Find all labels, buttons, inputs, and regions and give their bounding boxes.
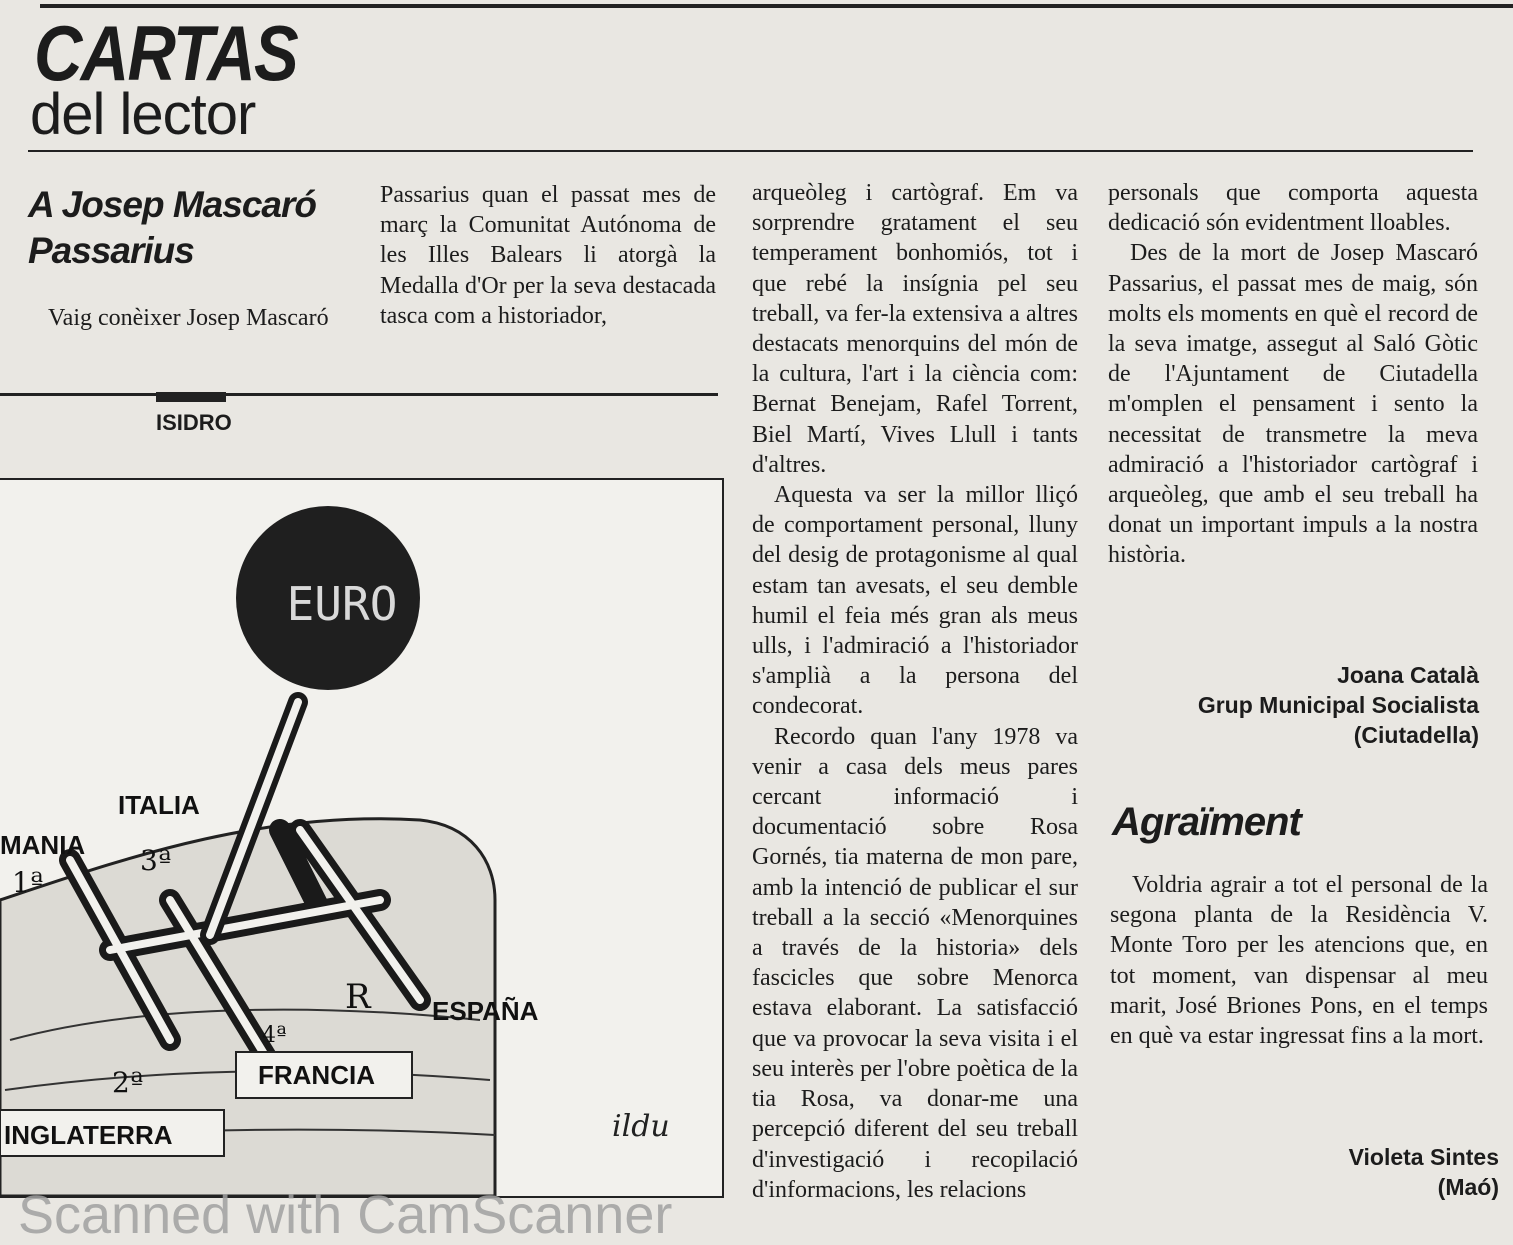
paragraph: Aquesta va ser la millor lliçó de comportament personal, lluny del desig de protagonisme al qual estam tan avesats, el seu demble humil el feia més gran als meus ulls, i l'admiració a l'historiador s'amplià a la persona del condecorat. (752, 482, 1078, 720)
cartoon-credit-tab (156, 392, 226, 402)
paragraph: Vaig conèixer Josep Mascaró (48, 305, 329, 331)
paragraph: arqueòleg i cartògraf. Em va sorprendre gratament el seu temperament bonhomiós, tot i que rebé la insígnia pel seu treball, va fer-la extensiva a altres destacats menorquins del món de la cultura, l'art i la ciència com: Bernat Benejam, Rafel Torrent, Biel Martí, Vives Llull i tants d'altres. (752, 180, 1078, 478)
letter-body (1110, 870, 1488, 1051)
letter-title: A Josep Mascaró Passarius (28, 184, 316, 271)
letter-title: Agraïment (1112, 800, 1301, 844)
scanner-watermark: Scanned with CamScanner (18, 1185, 673, 1245)
paragraph: Des de la mort de Josep Mascaró Passarius, el passat mes de maig, són molts els moments en què el record de la seva imatge, assegut al Saló Gòtic de l'Ajuntament de Ciutadella m'omplen el pensament i sento la necessitat de transmetre la meva admiració a l'historiador cartògraf i arqueòleg, que amb el seu treball ha donat un important impuls a la nostra història. (1108, 240, 1478, 569)
gear-shift-illustration (0, 480, 722, 1196)
letter-column-1 (48, 303, 353, 333)
country-label: INGLATERRA (4, 1120, 173, 1150)
signature-location: (Maó) (1437, 1174, 1499, 1200)
letter-column-2 (380, 180, 716, 331)
cartoon-rule (0, 393, 718, 396)
country-label: ITALIA (118, 790, 200, 820)
signature-location: (Ciutadella) (1353, 722, 1479, 748)
gear-number: R (345, 977, 371, 1017)
section-title: CARTAS (34, 9, 297, 97)
gear-number: 1ª (12, 866, 44, 899)
knob-label: EURO (286, 577, 398, 631)
paragraph: Passarius quan el passat mes de març la Comunitat Autónoma de les Illes Balears li atorgà la Medalla d'Or per la seva destacada tasca com a historiador, (380, 182, 716, 329)
letter-column-4 (1108, 178, 1478, 571)
letter-signature (1059, 660, 1479, 750)
header-rule (28, 150, 1473, 152)
gear-number: 4ª (262, 1023, 287, 1048)
top-rule (40, 4, 1513, 8)
signature-affiliation: Grup Municipal Socialista (1197, 692, 1479, 718)
paragraph: Recordo quan l'any 1978 va venir a casa dels meus pares cercant informació i documentació sobre Rosa Gornés, tia materna de mon pare, amb la intenció de publicar el sur treball a la secció «Menorquines a través de la historia» dels fascicles que sobre Menorca estava elaborant. La satisfacció que va provocar la seva visita i el seu interès per l'obre poètica de la tia Rosa, va donar-me una percepció diferent del seu treball d'investigació i recopilació d'informacions, les relacions (752, 723, 1078, 1203)
country-label: ESPAÑA (432, 996, 539, 1026)
country-label: FRANCIA (258, 1060, 375, 1090)
artist-signature: ildu (612, 1109, 670, 1144)
gear-number: 2ª (112, 1066, 144, 1099)
cartoon-credit: ISIDRO (156, 410, 232, 435)
paragraph: Voldria agrair a tot el personal de la segona planta de la Residència V. Monte Toro per les atencions que, en tot moment, van dispensar al meu marit, José Briones Pons, en el temps en què va estar ingressat fins a la mort. (1110, 872, 1488, 1050)
editorial-cartoon (0, 478, 724, 1198)
country-label: MANIA (0, 830, 86, 860)
section-subtitle: del lector (30, 82, 256, 147)
letter-column-3 (752, 178, 1078, 1205)
signature-name: Joana Català (1337, 662, 1479, 688)
gear-number: 3ª (140, 844, 172, 877)
signature-name: Violeta Sintes (1348, 1144, 1499, 1170)
letter-signature (1199, 1142, 1499, 1202)
paragraph: personals que comporta aquesta dedicació són evidentment lloables. (1108, 180, 1478, 237)
